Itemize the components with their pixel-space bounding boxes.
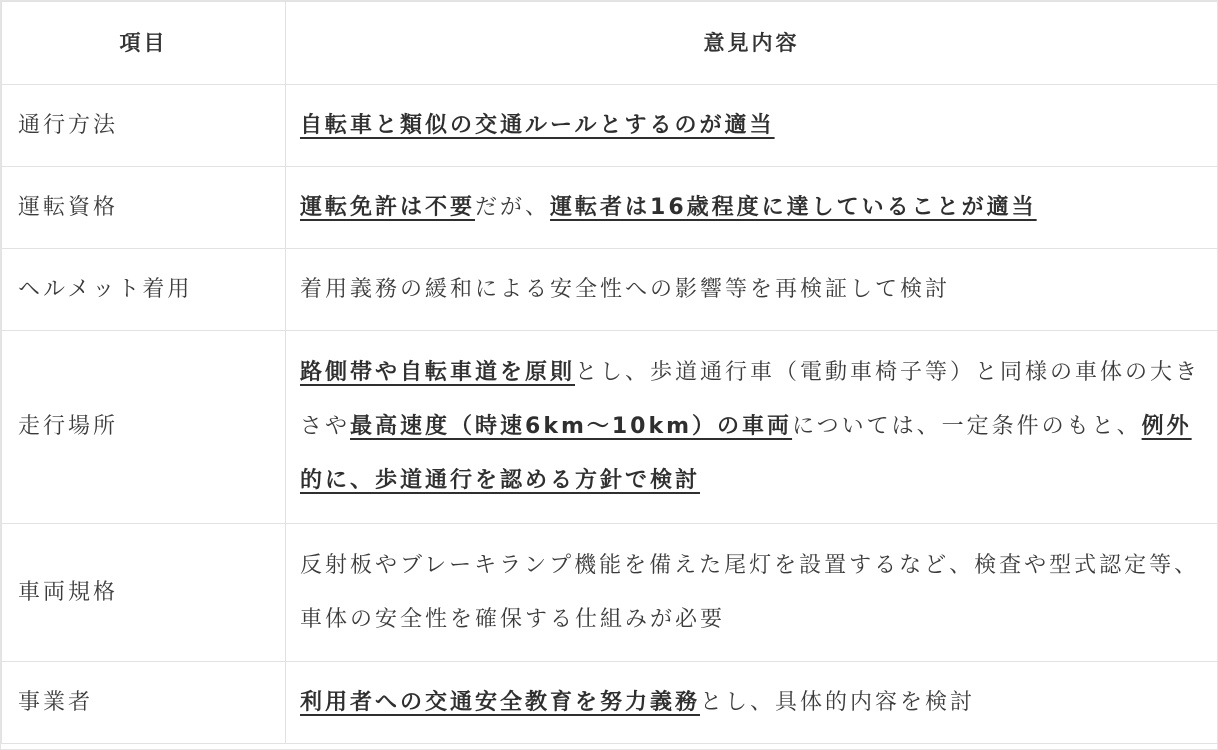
- emphasis-text: 運転免許は不要: [300, 194, 476, 220]
- row-opinion: [286, 167, 1218, 249]
- table-header-row: [2, 2, 1218, 85]
- row-item-label: 運転資格: [2, 167, 286, 249]
- plain-text: とし、歩道通行車（電動車椅子等）と同様の車体の大きさや: [300, 360, 1201, 439]
- row-item-label: 走行場所: [2, 331, 286, 524]
- row-opinion: [286, 85, 1218, 167]
- emphasis-text: 路側帯や自転車道を原則: [300, 360, 576, 385]
- emphasis-text: 運転者は16歳程度に達していることが適当: [550, 194, 1037, 220]
- table-row: [2, 167, 1218, 249]
- row-opinion: [286, 524, 1218, 662]
- table-row: [2, 524, 1218, 662]
- plain-text: だが、: [475, 194, 551, 220]
- table-row: [2, 249, 1218, 331]
- opinion-table: [1, 1, 1218, 744]
- emphasis-text: 自転車と類似の交通ルールとするのが適当: [300, 112, 775, 138]
- row-item-label: 通行方法: [2, 85, 286, 167]
- plain-text: 反射板やブレーキランプ機能を備えた尾灯を設置するなど、検査や型式認定等、車体の安全性を確保する仕組みが必要: [300, 552, 1200, 632]
- table-row: [2, 85, 1218, 167]
- header-item: 項目: [2, 2, 286, 85]
- row-opinion: [286, 331, 1218, 524]
- header-opinion: 意見内容: [286, 2, 1218, 85]
- emphasis-text: 最高速度（時速6km～10km）の車両: [350, 414, 793, 439]
- row-opinion: [286, 662, 1218, 744]
- emphasis-text: 利用者への交通安全教育を努力義務: [300, 689, 701, 715]
- row-item-label: 事業者: [2, 662, 286, 744]
- table-row: [2, 662, 1218, 744]
- emphasis-text: 例外的に、歩道通行を認める方針で検討: [300, 414, 1192, 493]
- plain-text: 着用義務の緩和による安全性への影響等を再検証して検討: [300, 276, 951, 302]
- row-item-label: 車両規格: [2, 524, 286, 662]
- row-opinion: [286, 249, 1218, 331]
- table-row: [2, 331, 1218, 524]
- plain-text: とし、具体的内容を検討: [700, 689, 976, 715]
- row-item-label: ヘルメット着用: [2, 249, 286, 331]
- plain-text: については、一定条件のもと、: [792, 414, 1142, 439]
